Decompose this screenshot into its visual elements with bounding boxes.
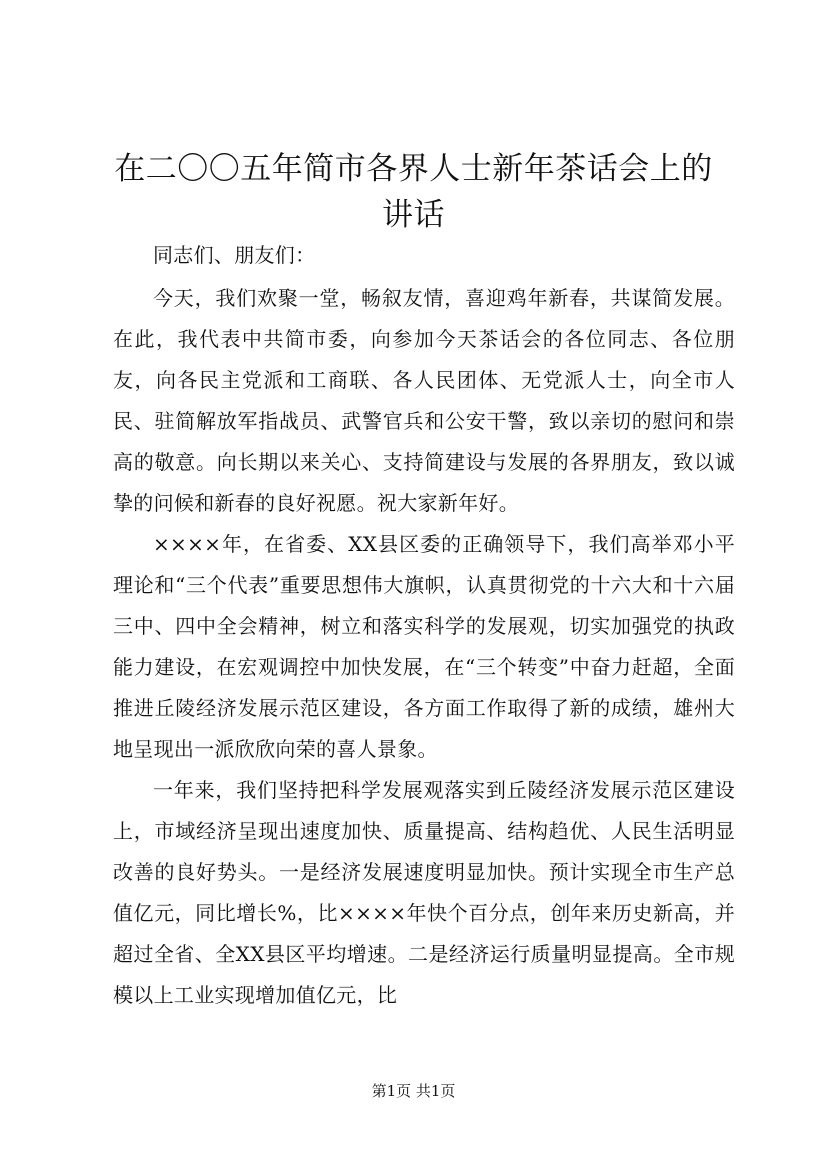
page-footer: 第1页 共1页 xyxy=(371,1082,456,1100)
body-paragraph: 一年来，我们坚持把科学发展观落实到丘陵经济发展示范区建设上，市域经济呈现出速度加快、质量提高、结构趋优、人民生活明显改善的良好势头。一是经济发展速度明显加快。预计实现全市生产总值亿元，同比增长%，比××××年快个百分点，创年来历史新高，并超过全省、全XX县区平均增速。二是经济运行质量明显提高。全市规模以上工业实现增加值亿元，比 xyxy=(113,778,735,1007)
document-title: 在二〇〇五年简市各界人士新年茶话会上的讲话 xyxy=(114,151,713,233)
document-body xyxy=(113,235,735,1016)
body-paragraph: 今天，我们欢聚一堂，畅叙友情，喜迎鸡年新春，共谋简发展。在此，我代表中共简市委，向参加今天茶话会的各位同志、各位朋友，向各民主党派和工商联、各人民团体、无党派人士，向全市人民、驻简解放军指战员、武警官兵和公安干警，致以亲切的慰问和崇高的敬意。向长期以来关心、支持简建设与发展的各界朋友，致以诚挚的问候和新春的良好祝愿。祝大家新年好。 xyxy=(113,286,735,515)
salutation-paragraph: 同志们、朋友们： xyxy=(153,243,316,267)
body-paragraph: ××××年，在省委、XX县区委的正确领导下，我们高举邓小平理论和“三个代表”重要思想伟大旗帜，认真贯彻党的十六大和十六届三中、四中全会精神，树立和落实科学的发展观，切实加强党的执政能力建设，在宏观调控中加快发展，在“三个转变”中奋力赶超，全面推进丘陵经济发展示范区建设，各方面工作取得了新的成绩，雄州大地呈现出一派欣欣向荣的喜人景象。 xyxy=(113,532,735,761)
